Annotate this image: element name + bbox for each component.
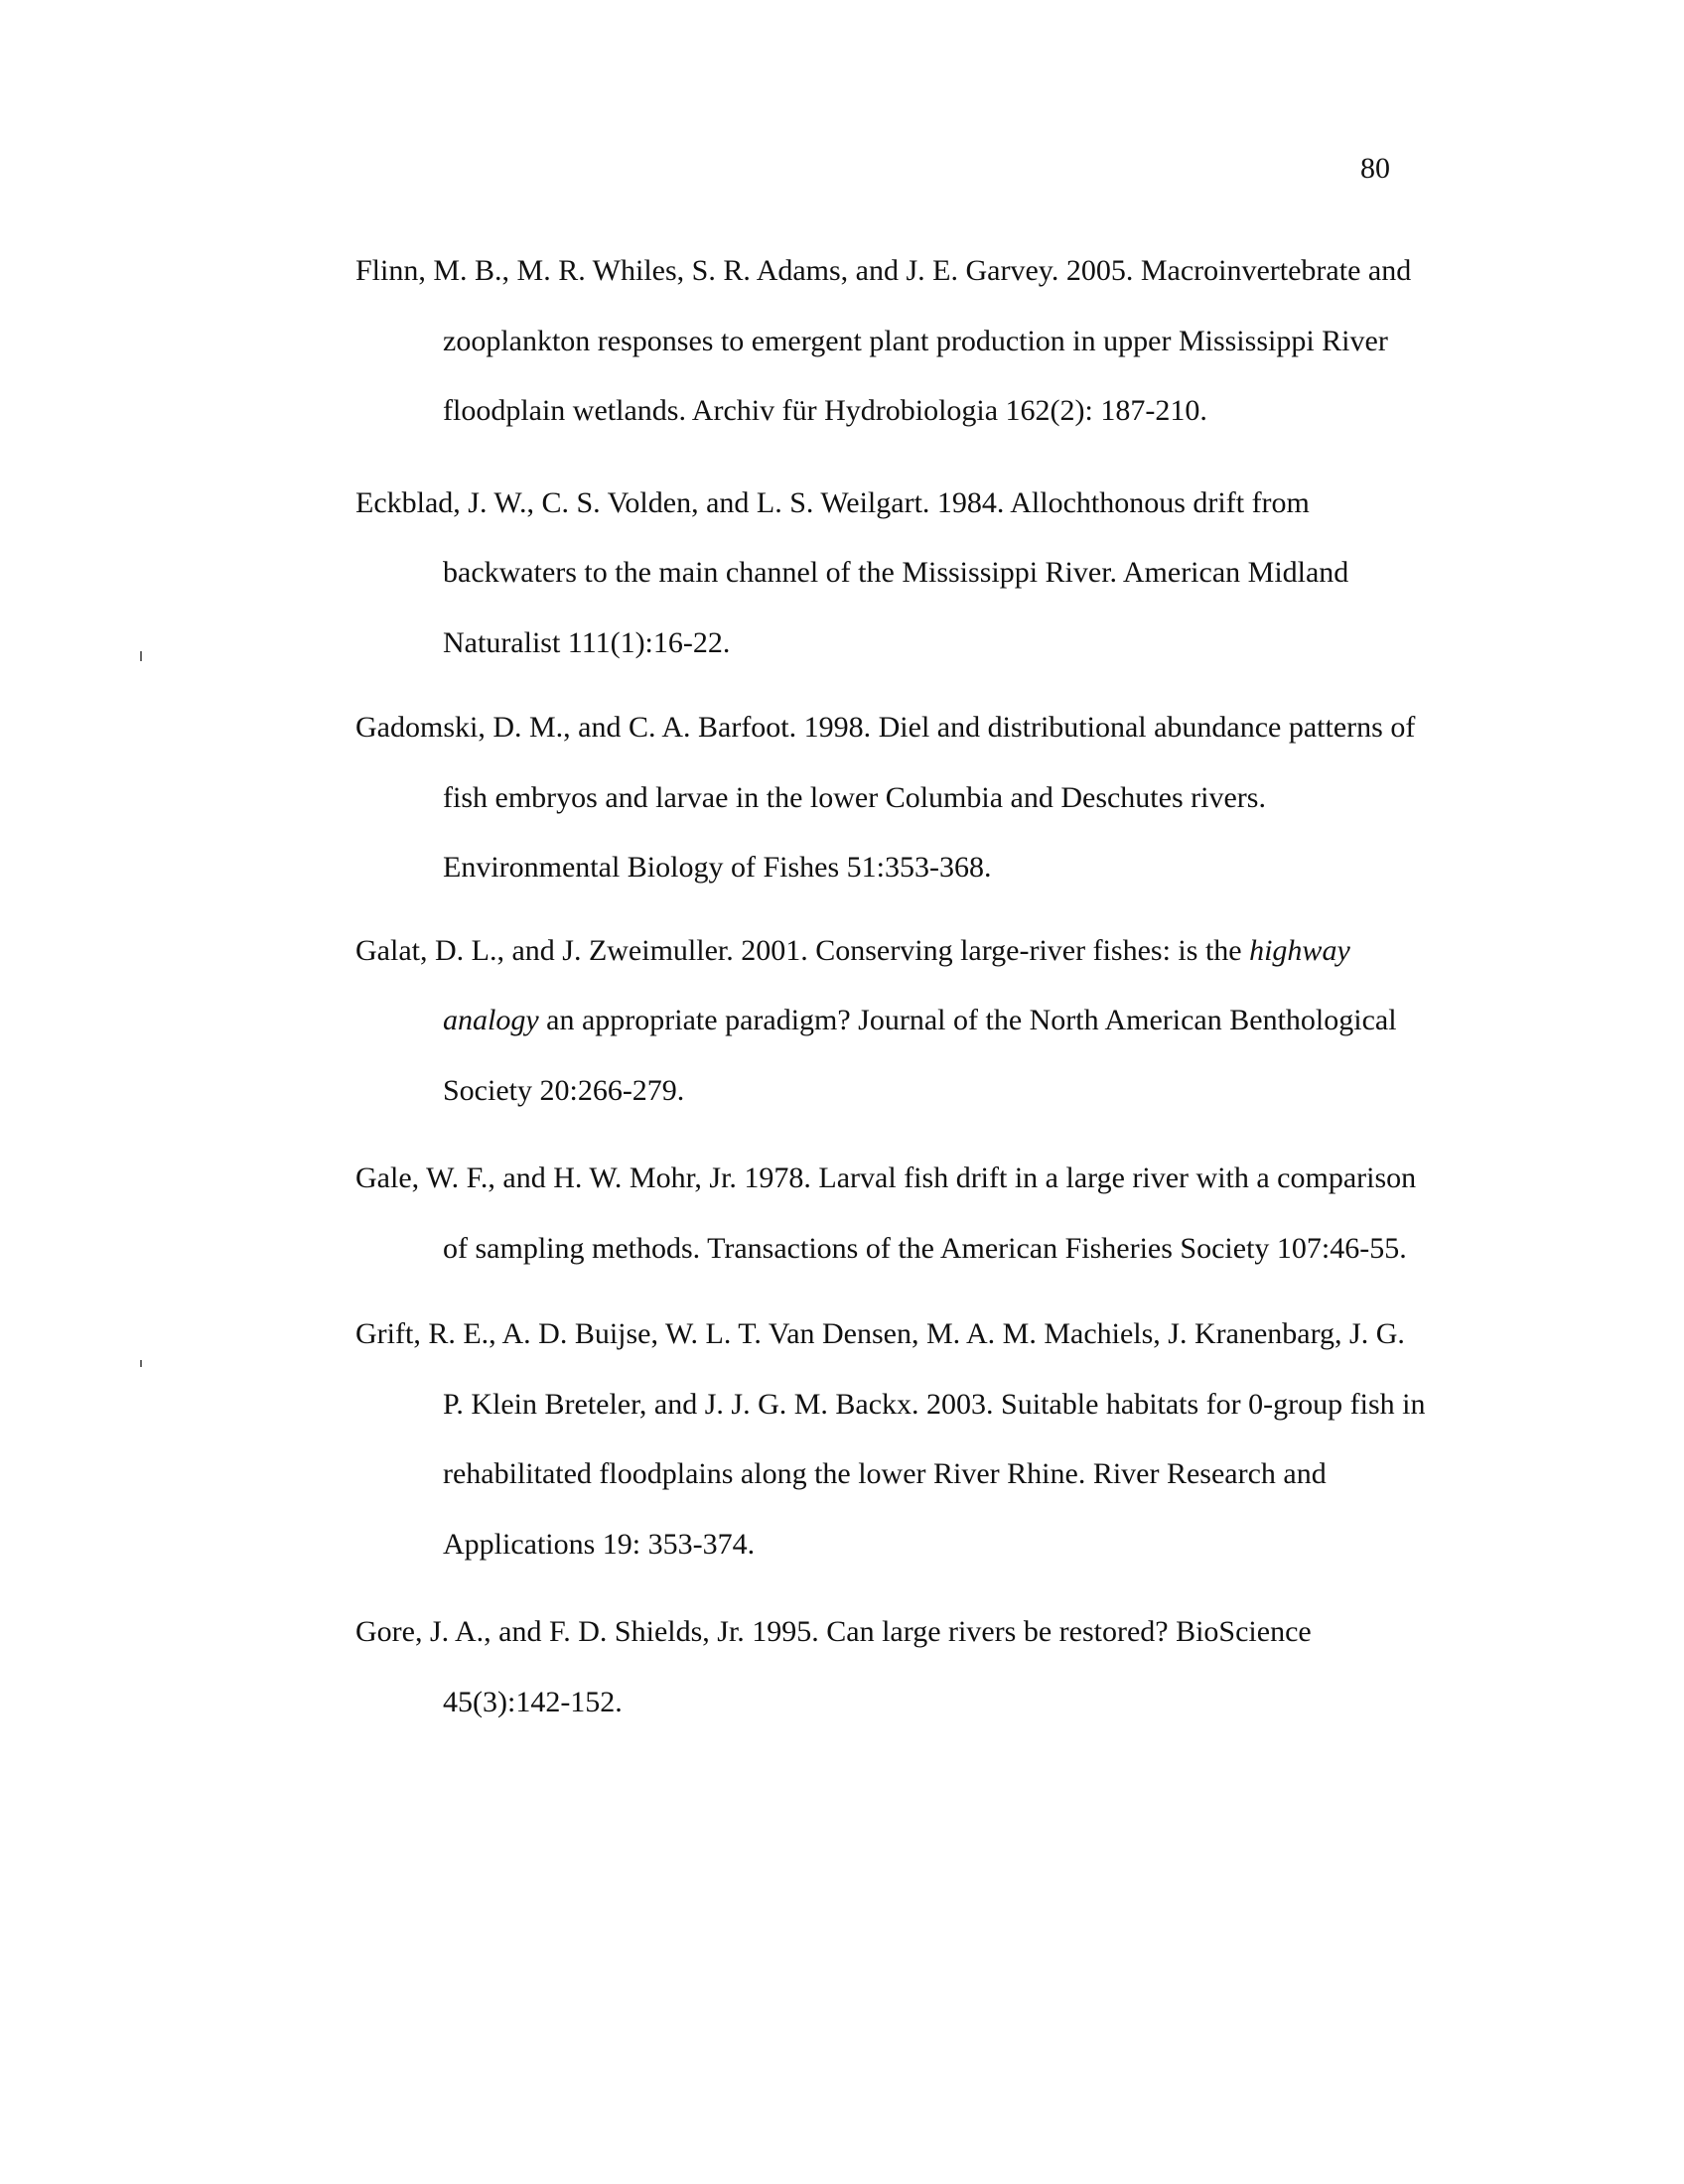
reference-entry: [355, 916, 1428, 1127]
scan-mark: [140, 1360, 142, 1367]
reference-text: Grift, R. E., A. D. Buijse, W. L. T. Van Densen, M. A. M. Machiels, J. Kranenbarg, J. G. P. Klein Breteler, and J. J. G. M. Backx. 2003. Suitable habitats for 0-group fish in rehabilitated floodplains along the lower River Rhine. River Research and Applications 19: 353-374.: [355, 1317, 1426, 1561]
reference-list: [355, 236, 1428, 1759]
reference-entry: [355, 1597, 1428, 1737]
reference-text: Gadomski, D. M., and C. A. Barfoot. 1998. Diel and distributional abundance patterns of fish embryos and larvae in the lower Columbia and Deschutes rivers. Environmental Biology of Fishes 51:353-368.: [355, 711, 1416, 884]
reference-entry: [355, 469, 1428, 679]
reference-text: Gale, W. F., and H. W. Mohr, Jr. 1978. Larval fish drift in a large river with a comparison of sampling methods. Transactions of the American Fisheries Society 107:46-55.: [355, 1161, 1417, 1265]
reference-entry: [355, 1144, 1428, 1284]
reference-text: Eckblad, J. W., C. S. Volden, and L. S. Weilgart. 1984. Allochthonous drift from backwaters to the main channel of the Mississippi River. American Midland Naturalist 111(1):16-22.: [355, 485, 1349, 659]
reference-text: Gore, J. A., and F. D. Shields, Jr. 1995. Can large rivers be restored? BioScience 45(3):142-152.: [355, 1615, 1312, 1718]
reference-entry: [355, 1299, 1428, 1579]
scan-mark: [140, 651, 142, 661]
page-number: 80: [1360, 152, 1390, 185]
reference-text-continued: an appropriate paradigm? Journal of the North American Benthological Society 20:266-279.: [443, 1004, 1397, 1107]
reference-entry: [355, 693, 1428, 903]
reference-text: Galat, D. L., and J. Zweimuller. 2001. Conserving large-river fishes: is the: [355, 933, 1250, 967]
reference-italic-text: highway analogy: [443, 933, 1350, 1036]
reference-text: Flinn, M. B., M. R. Whiles, S. R. Adams, and J. E. Garvey. 2005. Macroinvertebrate and zooplankton responses to emergent plant production in upper Mississippi River floodplain wetlands. Archiv für Hydrobiologia 162(2): 187-210.: [355, 254, 1412, 427]
reference-entry: [355, 236, 1428, 447]
